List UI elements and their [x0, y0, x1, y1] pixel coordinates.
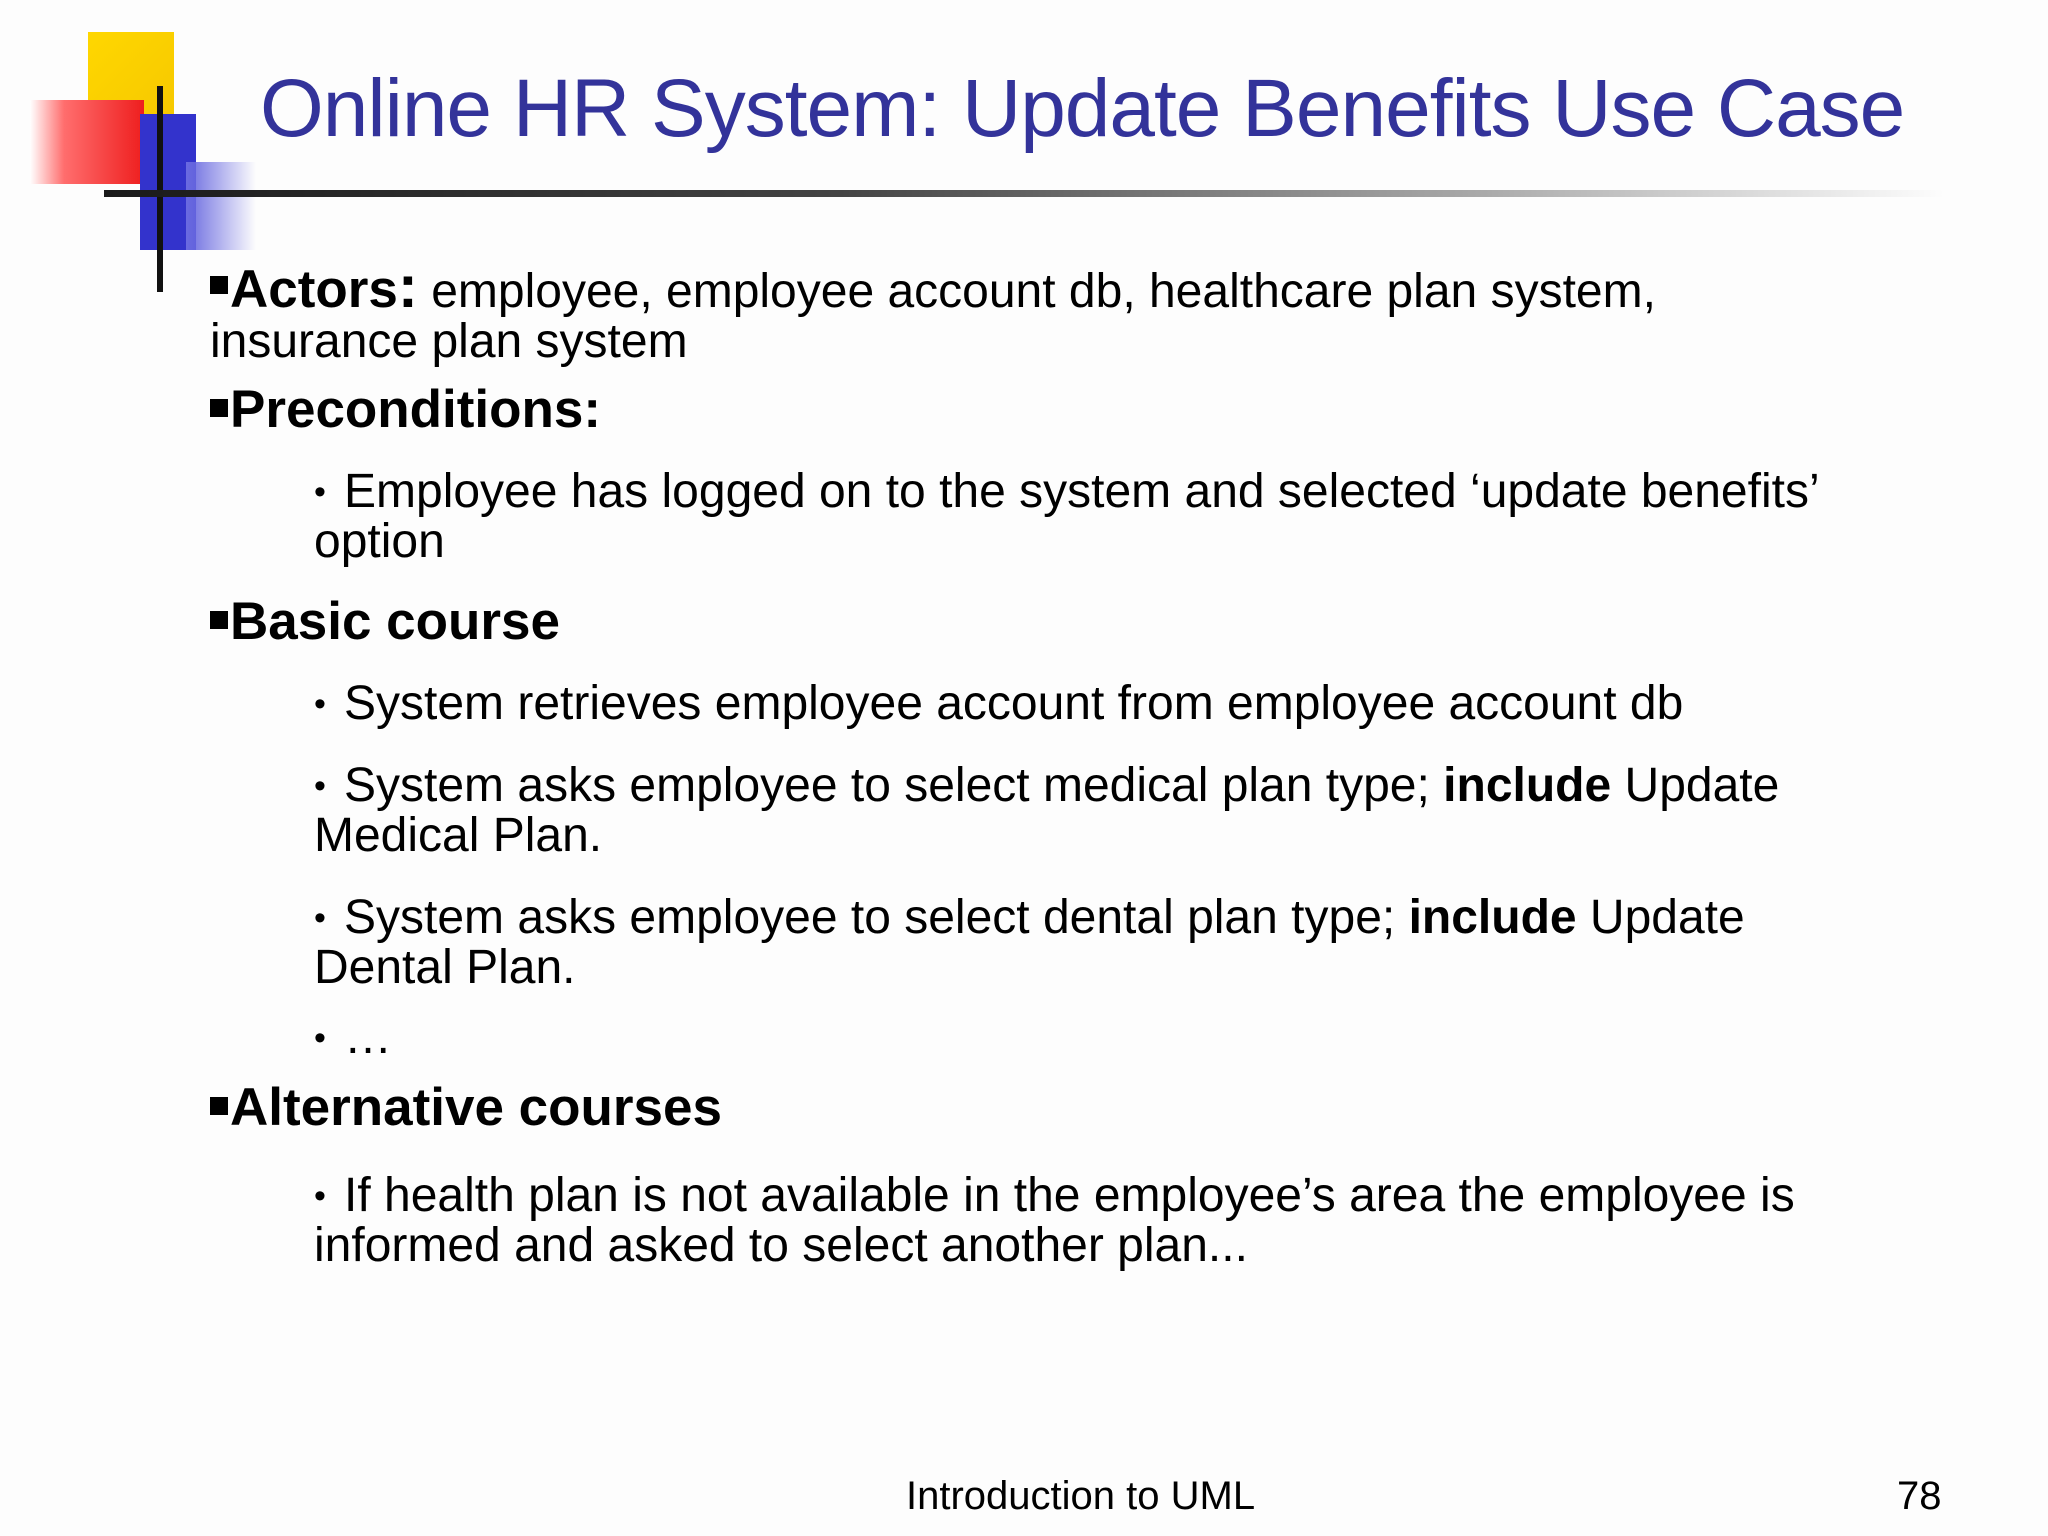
- logo-vertical-line: [157, 86, 163, 292]
- basic-course-step-text-continued: Dental Plan.: [314, 941, 576, 994]
- footer-title: Introduction to UML: [906, 1474, 1256, 1518]
- bullet-dot-icon: •: [314, 473, 326, 511]
- logo-red-square: [30, 100, 144, 184]
- preconditions-bullet: [210, 380, 1970, 439]
- precondition-text-continued: option: [314, 515, 445, 568]
- basic-course-step-text: System asks employee to select medical plan type;: [344, 759, 1444, 812]
- bullet-dot-icon: •: [314, 685, 326, 723]
- basic-course-step-text-tail: Update: [1576, 891, 1745, 944]
- list-item: [314, 679, 1970, 729]
- bullet-dot-icon: •: [314, 899, 326, 937]
- square-bullet-icon: [210, 399, 228, 417]
- actors-heading: Actors: [230, 260, 398, 319]
- basic-course-step-text: System asks employee to select dental plan type;: [344, 891, 1409, 944]
- alternative-courses-heading: Alternative courses: [230, 1078, 722, 1137]
- slide-body: [210, 253, 1970, 1272]
- slide-title: Online HR System: Update Benefits Use Case: [260, 63, 1905, 154]
- actors-colon: :: [397, 253, 418, 320]
- basic-course-step-text-tail: Update: [1611, 759, 1780, 812]
- actors-text: employee, employee account db, healthcare plan system,: [417, 265, 1656, 318]
- logo-blue-fade: [186, 162, 256, 250]
- precondition-text: Employee has logged on to the system and selected ‘update benefits’: [344, 465, 1820, 518]
- include-keyword: include: [1408, 891, 1577, 944]
- basic-course-bullet: [210, 592, 1970, 651]
- basic-course-step-text: System retrieves employee account from employee account db: [344, 677, 1684, 730]
- list-item: [314, 1171, 1970, 1271]
- bullet-dot-icon: •: [314, 767, 326, 805]
- square-bullet-icon: [210, 1097, 228, 1115]
- square-bullet-icon: [210, 276, 228, 294]
- alternative-course-text-continued: informed and asked to select another plan...: [314, 1219, 1248, 1272]
- bullet-dot-icon: •: [314, 1019, 326, 1057]
- bullet-dot-icon: •: [314, 1177, 326, 1215]
- alternative-course-text: If health plan is not available in the employee’s area the employee is: [344, 1169, 1795, 1222]
- list-item: [314, 467, 1970, 567]
- alternative-courses-bullet: [210, 1078, 1970, 1137]
- include-keyword: include: [1443, 759, 1612, 812]
- list-item: [314, 1013, 1970, 1063]
- slide-logo-decoration: [0, 0, 270, 300]
- list-item: [314, 893, 1970, 993]
- page-number: 78: [1897, 1474, 1942, 1518]
- actors-bullet: [210, 253, 1970, 368]
- square-bullet-icon: [210, 611, 228, 629]
- ellipsis-text: …: [344, 1011, 392, 1064]
- actors-text-continued: insurance plan system: [210, 315, 688, 368]
- preconditions-heading: Preconditions:: [230, 380, 602, 439]
- list-item: [314, 761, 1970, 861]
- title-underline: [104, 190, 1944, 197]
- basic-course-step-text-continued: Medical Plan.: [314, 809, 603, 862]
- basic-course-heading: Basic course: [230, 592, 560, 651]
